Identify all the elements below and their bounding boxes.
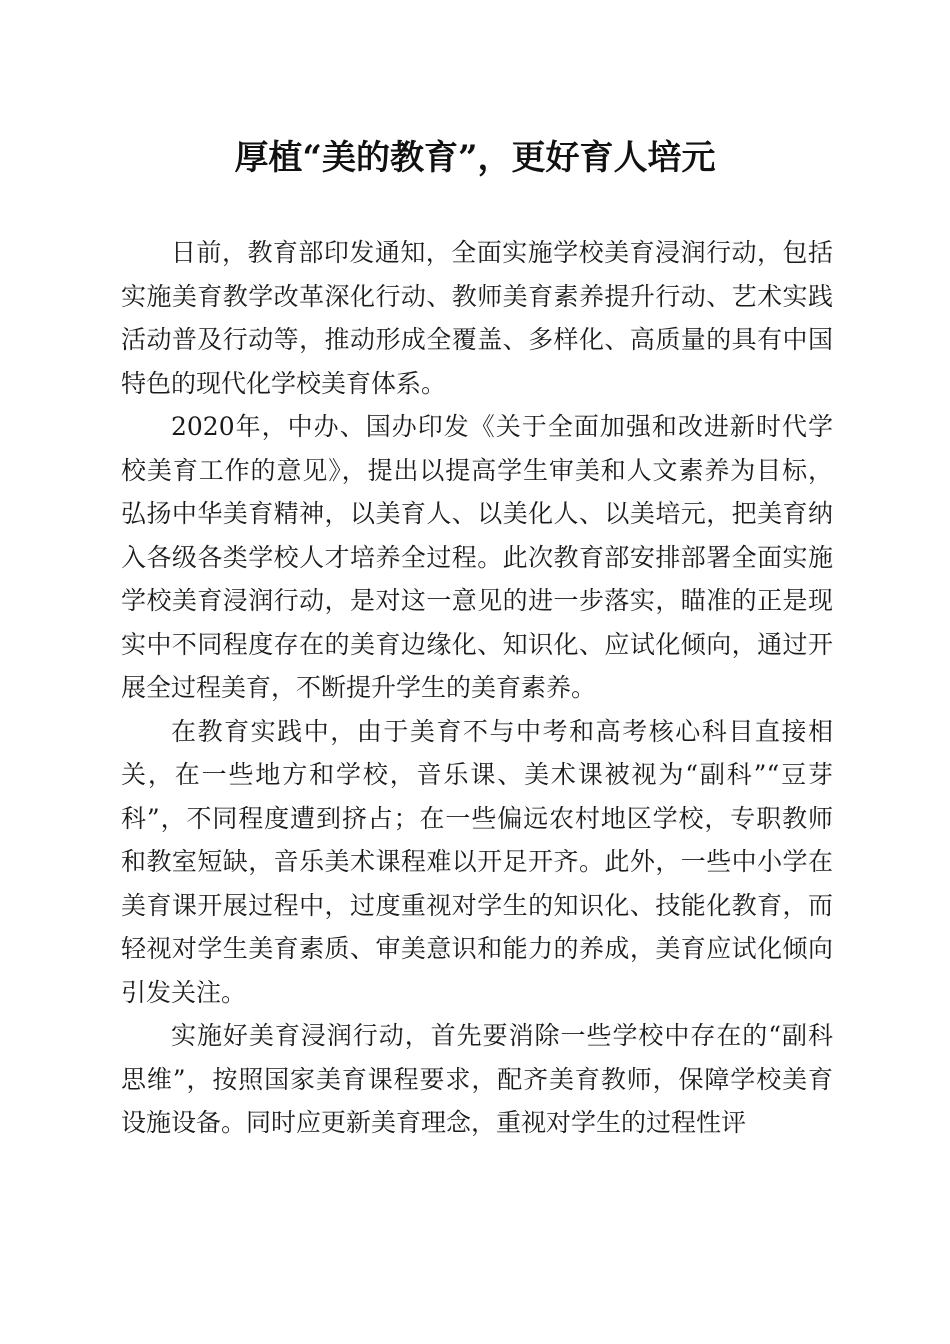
paragraph: 日前，教育部印发通知，全面实施学校美育浸润行动，包括实施美育教学改革深化行动、教师美育素养提升行动、艺术实践活动普及行动等，推动形成全覆盖、多样化、高质量的具有中国特色的现代化学校美育体系。 <box>121 238 833 398</box>
paragraph: 在教育实践中，由于美育不与中考和高考核心科目直接相关，在一些地方和学校，音乐课、美术课被视为“副科”“豆芽科”，不同程度遭到挤占；在一些偏远农村地区学校，专职教师和教室短缺，音乐美术课程难以开足开齐。此外，一些中小学在美育课开展过程中，过度重视对学生的知识化、技能化教育，而轻视对学生美育素质、审美意识和能力的养成，美育应试化倾向引发关注。 <box>121 716 833 1007</box>
paragraph: 2020年，中办、国办印发《关于全面加强和改进新时代学校美育工作的意见》，提出以提高学生审美和人文素养为目标，弘扬中华美育精神，以美育人、以美化人、以美培元，把美育纳入各级各类学校人才培养全过程。此次教育部安排部署全面实施学校美育浸润行动，是对这一意见的进一步落实，瞄准的正是现实中不同程度存在的美育边缘化、知识化、应试化倾向，通过开展全过程美育，不断提升学生的美育素养。 <box>121 412 833 702</box>
document-body <box>121 231 833 1145</box>
document-title: 厚植“美的教育”，更好育人培元 <box>234 138 716 178</box>
paragraph: 实施好美育浸润行动，首先要消除一些学校中存在的“副科思维”，按照国家美育课程要求，配齐美育教师，保障学校美育设施设备。同时应更新美育理念，重视对学生的过程性评 <box>121 1021 833 1137</box>
